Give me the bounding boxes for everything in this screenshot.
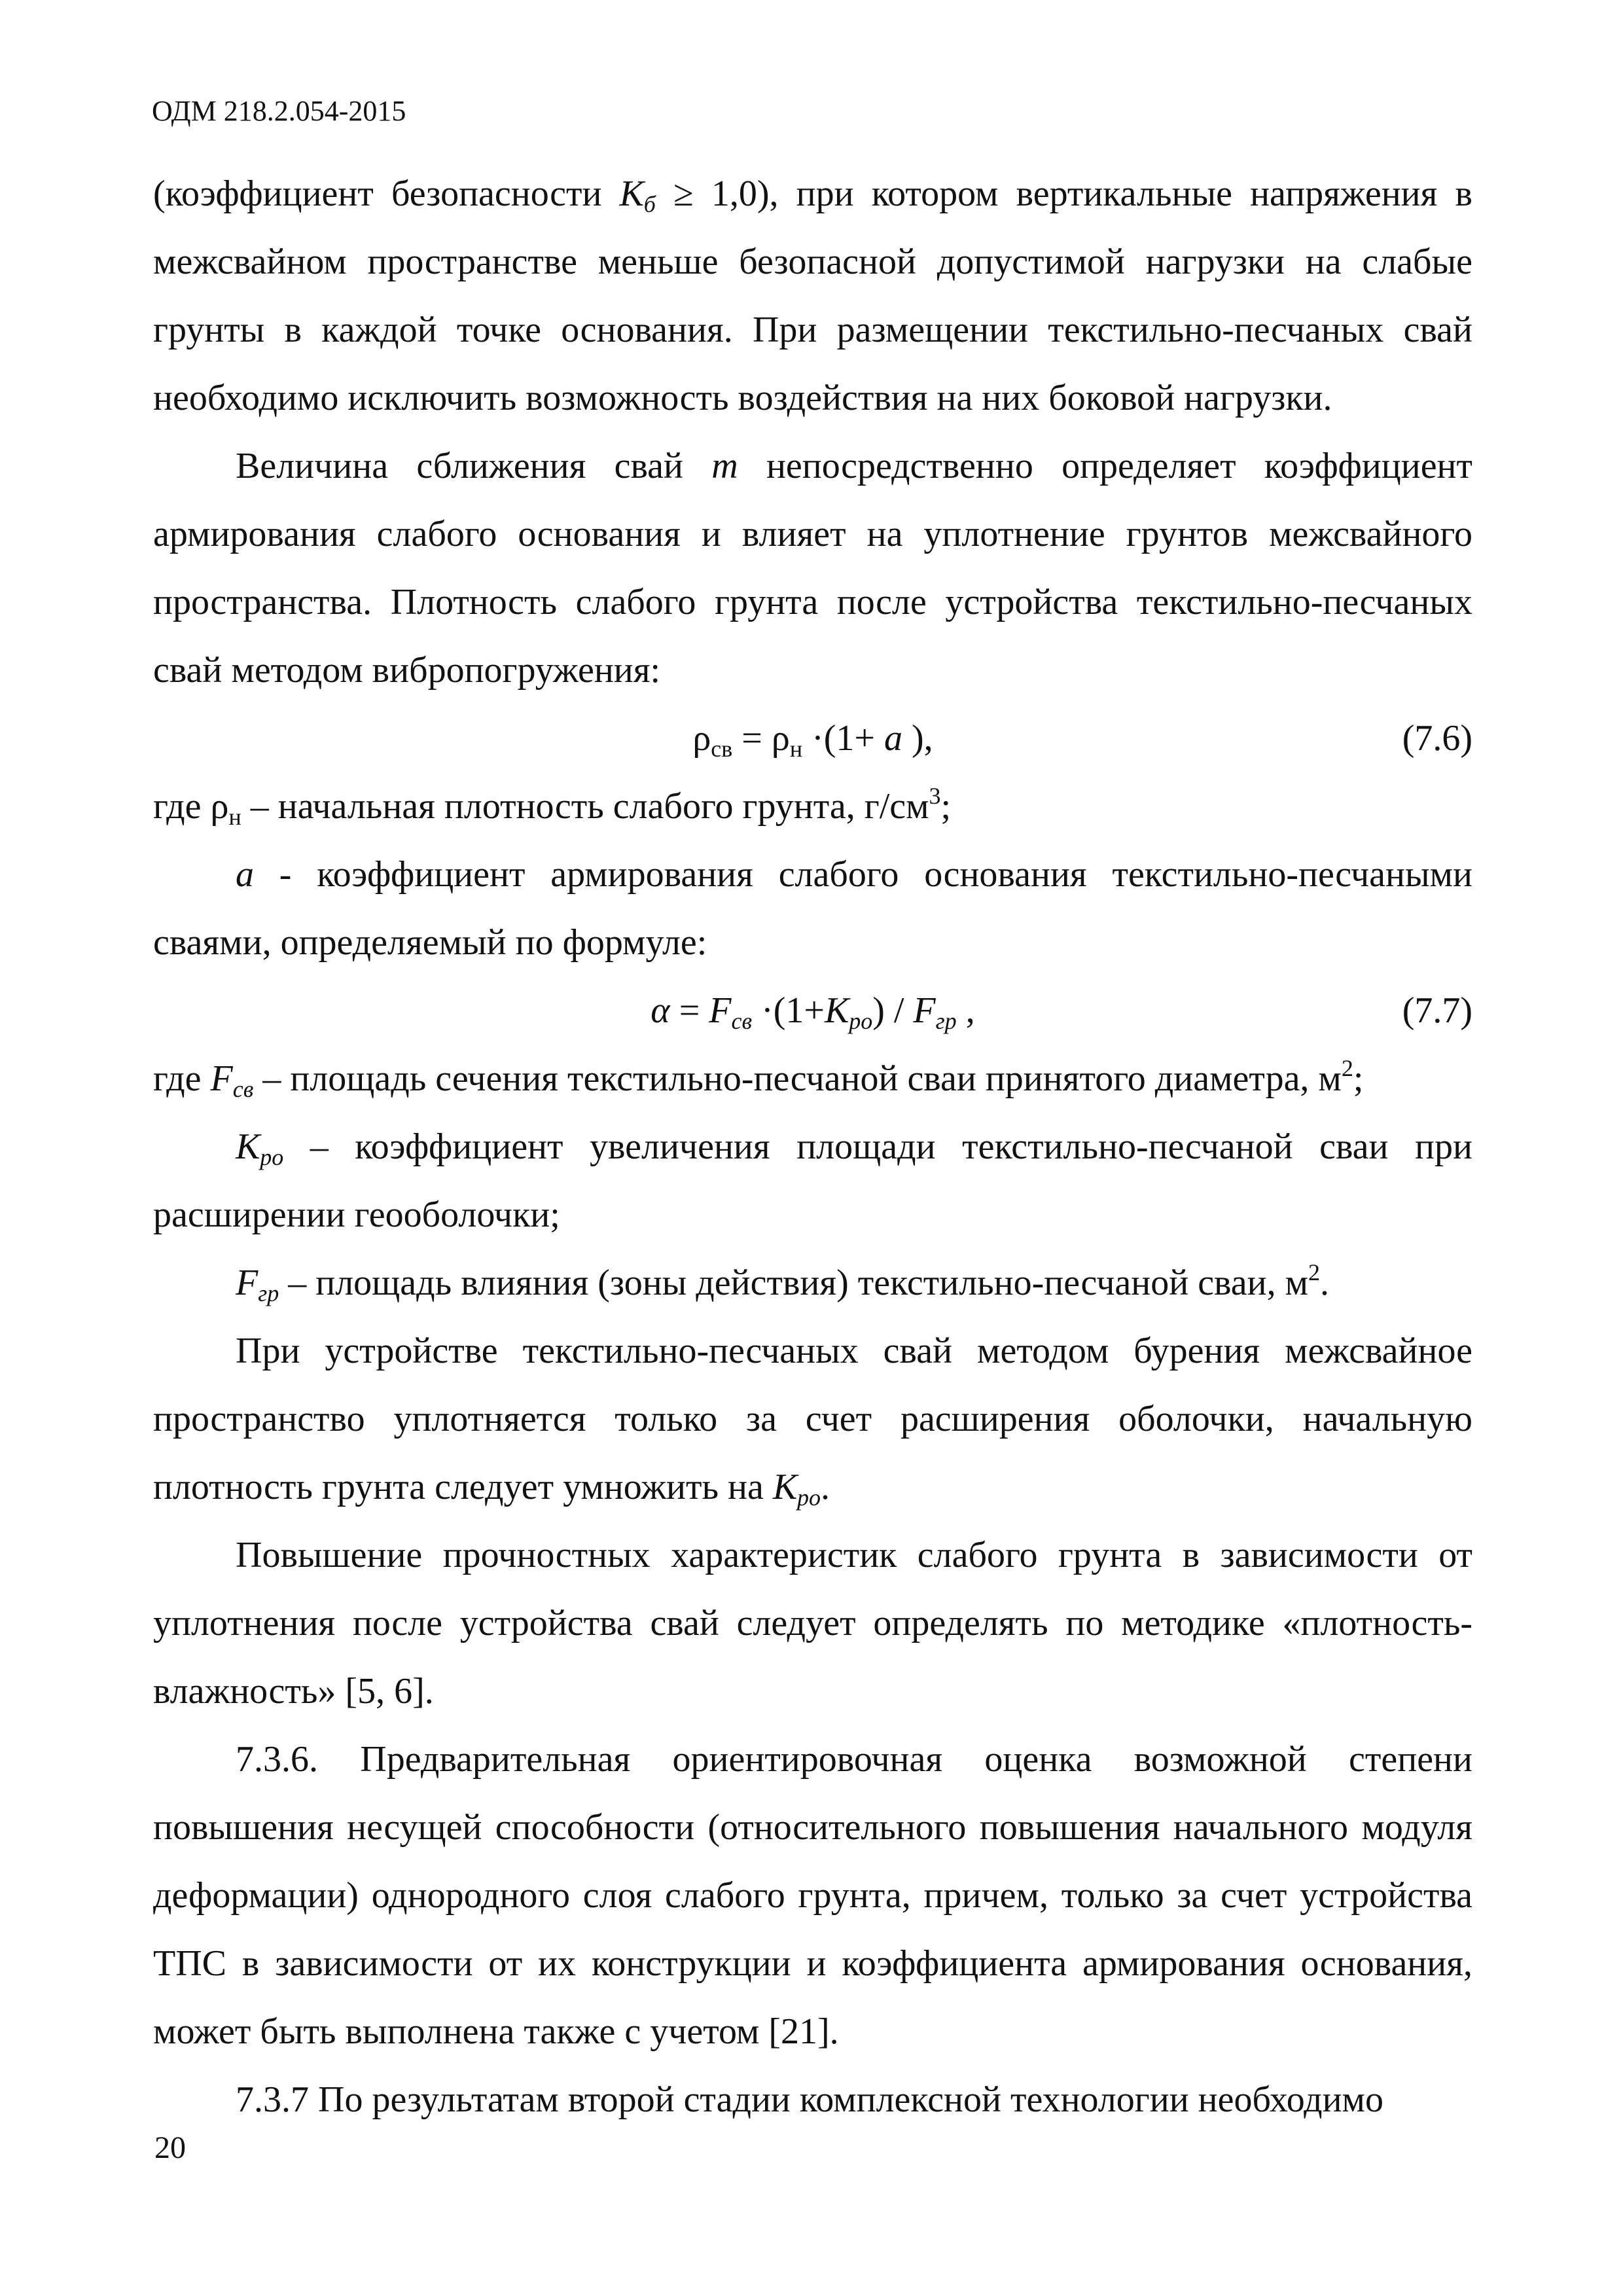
equation-7-6-formula: $\rho_{св} = \rho_н \cdot(1+ a$ ),	[692, 718, 933, 762]
paragraph-7-3-7: 7.3.7 По результатам второй стадии комплексной технологии необходимо	[236, 2079, 1383, 2120]
document-code: ОДМ 218.2.054-2015	[152, 95, 406, 127]
equation-7-6-number: (7.6)	[1402, 718, 1472, 759]
equation-7-7-number: (7.7)	[1402, 990, 1472, 1031]
paragraph-strength-increase: Повышение прочностных характеристик слабого грунта в зависимости от уплотнения после устройства свай следует определять по методике «плотность-влажность» [5, 6].	[153, 1535, 1472, 1712]
equation-7-7	[153, 977, 1472, 1045]
page-number: 20	[154, 2130, 186, 2165]
equation-7-7-formula: $\alpha = F_{св} \cdot(1+К_{ро}) / F_{гр}$ ,	[651, 990, 975, 1034]
definition-rho-n: где $\rho_н$ – начальная плотность слабого грунта, $г/см^3$;	[153, 783, 952, 830]
paragraph-drilling-method: При устройстве текстильно-песчаных свай методом бурения межсвайное пространство уплотняется только за счет расширения оболочки, начальную плотность грунта следует умножить на $К_{ро}$.	[153, 1331, 1472, 1511]
paragraph-7-3-6: 7.3.6. Предварительная ориентировочная оценка возможной степени повышения несущей способности (относительного повышения начального модуля деформации) однородного слоя слабого грунта, причем, только за счет устройства ТПС в зависимости от их конструкции и коэффициента армирования основания, может быть выполнена также с учетом [21].	[153, 1739, 1472, 2052]
definition-k-ro: $К_{ро}$ – коэффициент увеличения площади текстильно-песчаной сваи при расширении геооболочки;	[153, 1126, 1472, 1235]
paragraph-pile-spacing: Величина сближения свай m непосредственно определяет коэффициент армирования слабого основания и влияет на уплотнение грунтов межсвайного пространства. Плотность слабого грунта после устройства текстильно-песчаных свай методом вибропогружения:	[153, 446, 1472, 691]
definition-a: a - коэффициент армирования слабого основания текстильно-песчаными сваями, определяемый по формуле:	[153, 854, 1472, 963]
definition-f-gr: $F_{гр}$ – площадь влияния (зоны действия) текстильно-песчаной сваи, $м^2$.	[236, 1259, 1330, 1306]
equation-7-6	[153, 704, 1472, 772]
page-body	[153, 160, 1472, 2134]
definition-f-sv: где $F_{св}$ – площадь сечения текстильно-песчаной сваи принятого диаметра, $м^2$;	[153, 1055, 1364, 1102]
paragraph-safety-factor: (коэффициент безопасности $К_б \ge 1,0$), при котором вертикальные напряжения в межсвайном пространстве меньше безопасной допустимой нагрузки на слабые грунты в каждой точке основания. При размещении текстильно-песчаных свай необходимо исключить возможность воздействия на них боковой нагрузки.	[153, 173, 1472, 418]
